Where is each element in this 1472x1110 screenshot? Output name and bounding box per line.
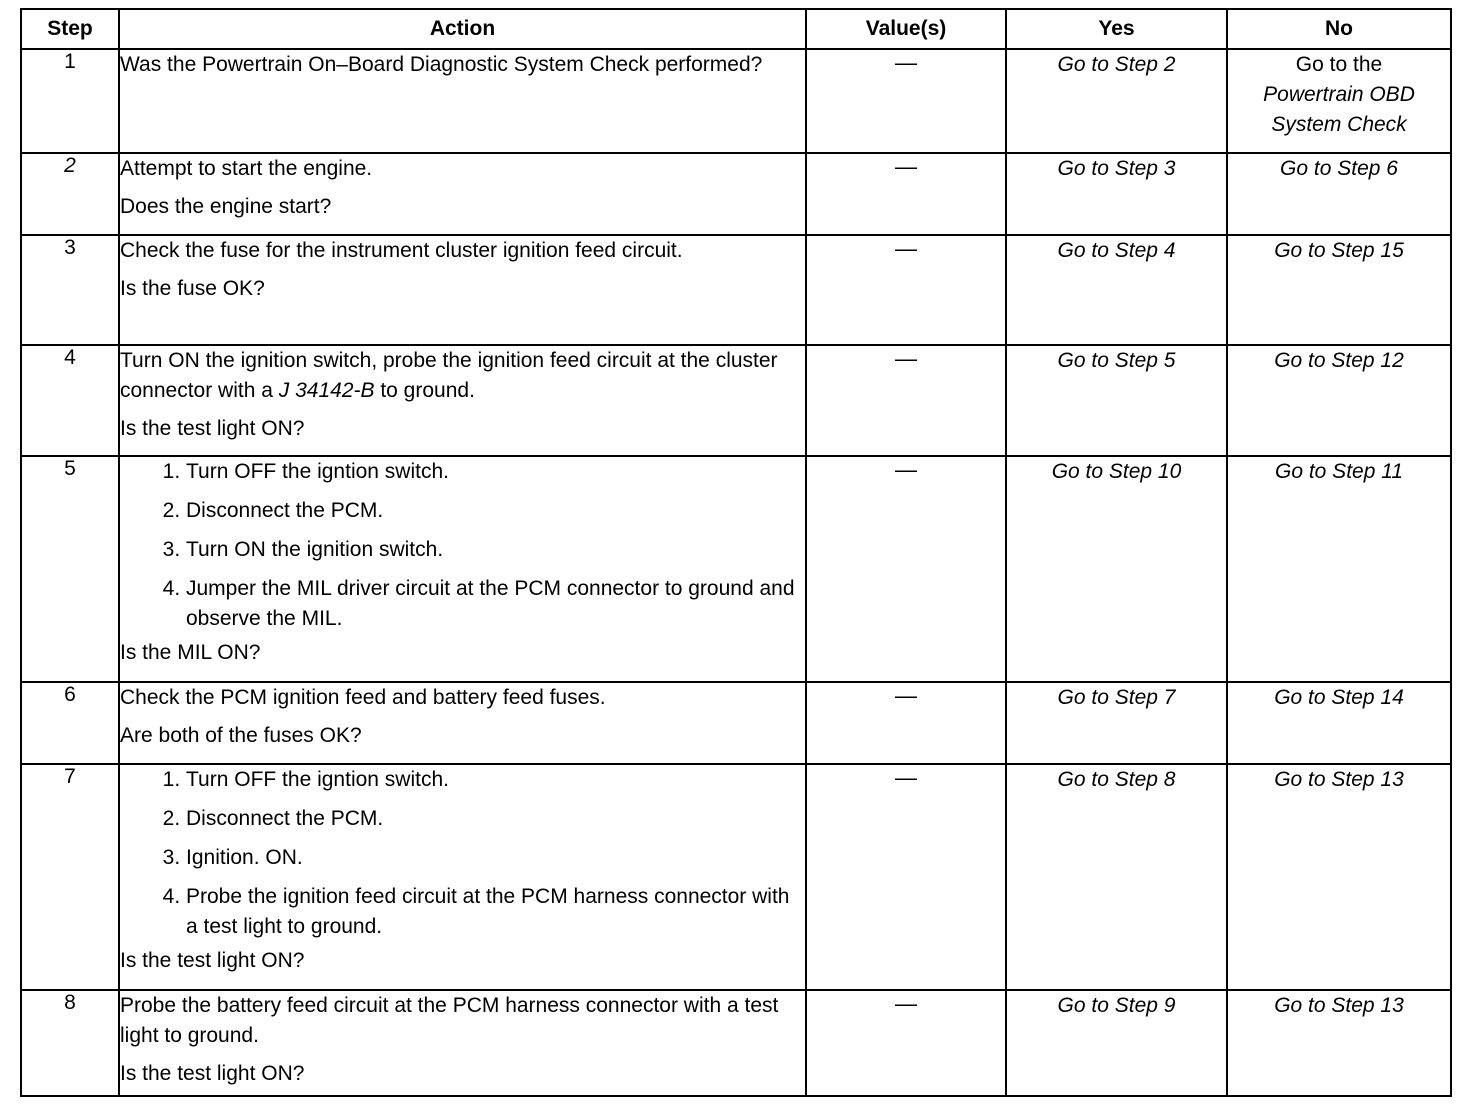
action-text-after: to ground. [374, 379, 475, 402]
value-cell: — [806, 764, 1006, 990]
action-cell [119, 235, 806, 345]
action-cell [119, 345, 806, 456]
step-number: 6 [21, 682, 119, 764]
value-cell: — [806, 456, 1006, 682]
table-row [21, 682, 1451, 764]
list-item: 2. Disconnect the PCM. [186, 804, 805, 834]
step-number: 3 [21, 235, 119, 345]
action-question: Does the engine start? [120, 195, 332, 218]
action-text: Attempt to start the engine. [120, 157, 373, 180]
no-prefix: Go to the [1295, 53, 1383, 76]
yes-cell: Go to Step 9 [1006, 990, 1227, 1096]
action-text: Was the Powertrain On–Board Diagnostic System Check performed? [120, 53, 763, 76]
diagnostic-table [20, 8, 1452, 1097]
header-action: Action [119, 9, 806, 49]
step-number: 1 [21, 49, 119, 153]
action-cell [119, 153, 806, 235]
yes-cell: Go to Step 4 [1006, 235, 1227, 345]
step-number: 2 [21, 153, 119, 235]
action-cell [119, 456, 806, 682]
action-question: Is the MIL ON? [120, 641, 261, 664]
yes-cell: Go to Step 7 [1006, 682, 1227, 764]
table-row [21, 990, 1451, 1096]
no-cell: Go to Step 14 [1227, 682, 1451, 764]
table-row [21, 235, 1451, 345]
step-number: 8 [21, 990, 119, 1096]
value-cell: — [806, 49, 1006, 153]
action-question: Is the test light ON? [120, 417, 305, 440]
table-row [21, 49, 1451, 153]
yes-cell: Go to Step 5 [1006, 345, 1227, 456]
action-question: Is the test light ON? [120, 1062, 305, 1085]
tool-name: J 34142-B [278, 379, 375, 402]
step-number: 7 [21, 764, 119, 990]
table-row [21, 153, 1451, 235]
action-question: Are both of the fuses OK? [120, 724, 362, 747]
header-row [21, 9, 1451, 49]
no-cell: Go to Step 13 [1227, 990, 1451, 1096]
no-cell: Go to Step 11 [1227, 456, 1451, 682]
no-cell: Go to Step 6 [1227, 153, 1451, 235]
yes-cell: Go to Step 8 [1006, 764, 1227, 990]
value-cell: — [806, 990, 1006, 1096]
list-item: 3. Ignition. ON. [186, 843, 805, 873]
yes-cell: Go to Step 10 [1006, 456, 1227, 682]
list-item: 4. Probe the ignition feed circuit at the PCM harness connector with a test light to ground. [186, 882, 805, 942]
action-text: Probe the battery feed circuit at the PCM harness connector with a test light to ground. [120, 994, 779, 1047]
procedure-list [120, 457, 805, 634]
value-cell: — [806, 682, 1006, 764]
no-cell: Go to Step 15 [1227, 235, 1451, 345]
yes-cell: Go to Step 2 [1006, 49, 1227, 153]
action-cell [119, 764, 806, 990]
step-number: 5 [21, 456, 119, 682]
action-text [120, 346, 805, 406]
action-cell [119, 49, 806, 153]
no-cell: Go to Step 12 [1227, 345, 1451, 456]
value-cell: — [806, 345, 1006, 456]
action-text: Check the PCM ignition feed and battery feed fuses. [120, 686, 606, 709]
action-text-before: Turn ON the ignition switch, probe the ignition feed circuit at the cluster connector with a [120, 349, 778, 402]
step-number: 4 [21, 345, 119, 456]
no-cell: Go to Step 13 [1227, 764, 1451, 990]
no-line-2: Powertrain OBD [1263, 83, 1415, 106]
header-values: Value(s) [806, 9, 1006, 49]
list-item: 4. Jumper the MIL driver circuit at the PCM connector to ground and observe the MIL. [186, 574, 805, 634]
action-question: Is the fuse OK? [120, 277, 265, 300]
procedure-list [120, 765, 805, 942]
table-row [21, 345, 1451, 456]
header-step: Step [21, 9, 119, 49]
list-item: 3. Turn ON the ignition switch. [186, 535, 805, 565]
value-cell: — [806, 153, 1006, 235]
no-line-3: System Check [1271, 113, 1407, 136]
list-item: 1. Turn OFF the igntion switch. [186, 765, 805, 795]
header-yes: Yes [1006, 9, 1227, 49]
header-no: No [1227, 9, 1451, 49]
action-cell [119, 682, 806, 764]
list-item: 2. Disconnect the PCM. [186, 496, 805, 526]
table-row [21, 764, 1451, 990]
no-cell [1227, 49, 1451, 153]
table-row [21, 456, 1451, 682]
action-cell [119, 990, 806, 1096]
yes-cell: Go to Step 3 [1006, 153, 1227, 235]
value-cell: — [806, 235, 1006, 345]
action-text: Check the fuse for the instrument cluster ignition feed circuit. [120, 239, 683, 262]
action-question: Is the test light ON? [120, 949, 305, 972]
list-item: 1. Turn OFF the igntion switch. [186, 457, 805, 487]
